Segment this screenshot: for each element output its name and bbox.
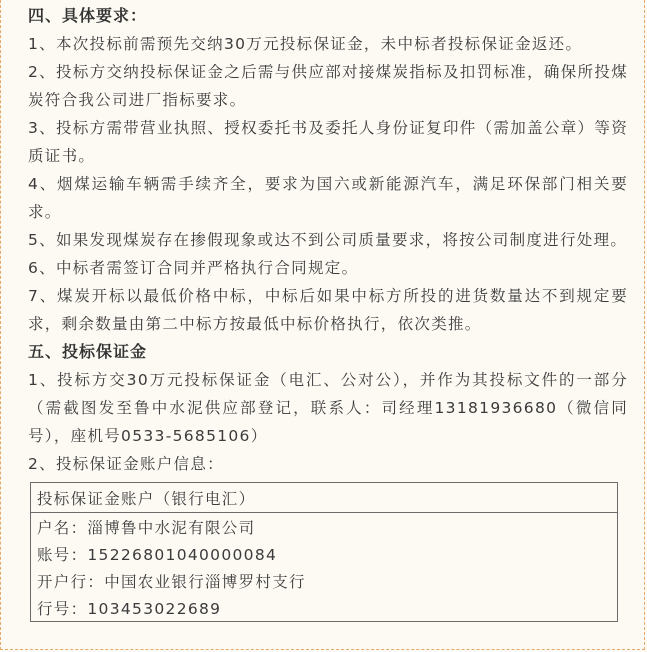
deposit-item-2: 2、投标保证金账户信息： [28, 455, 224, 473]
section-5-heading: 五、投标保证金 [28, 342, 148, 361]
account-number: 账号：15226801040000084 [37, 545, 278, 564]
table-row [31, 540, 618, 567]
account-info-table [30, 482, 618, 622]
requirement-item-3: 3、投标方需带营业执照、授权委托书及委托人身份证复印件（需加盖公章）等资质证书。 [28, 119, 628, 165]
requirement-item-7: 7、煤炭开标以最低价格中标，中标后如果中标方所投的进货数量达不到规定要求，剩余数量由第二中标方按最低中标价格执行，依次类推。 [28, 287, 628, 333]
document-body [28, 2, 628, 622]
requirement-item-1: 1、本次投标前需预先交纳30万元投标保证金，未中标者投标保证金返还。 [28, 35, 583, 53]
table-row [31, 594, 618, 622]
deposit-item-1: 1、投标方交30万元投标保证金（电汇、公对公），并作为其投标文件的一部分（需截图发至鲁中水泥供应部登记，联系人：司经理13181936680（微信同号），座机号0533-5685106） [28, 371, 628, 445]
bank-branch: 开户行：中国农业银行淄博罗村支行 [37, 572, 306, 591]
account-holder-name: 户名：淄博鲁中水泥有限公司 [37, 518, 256, 537]
section-4-heading: 四、具体要求： [28, 6, 148, 25]
table-row [31, 513, 618, 541]
requirement-item-6: 6、中标者需签订合同并严格执行合同规定。 [28, 259, 359, 277]
requirement-item-4: 4、烟煤运输车辆需手续齐全，要求为国六或新能源汽车，满足环保部门相关要求。 [28, 175, 628, 221]
account-table-header-row [31, 483, 618, 513]
bank-code: 行号：103453022689 [37, 599, 222, 618]
requirement-item-2: 2、投标方交纳投标保证金之后需与供应部对接煤炭指标及扣罚标准，确保所投煤炭符合我公司进厂指标要求。 [28, 63, 628, 109]
account-table-header: 投标保证金账户（银行电汇） [31, 483, 618, 513]
table-row [31, 567, 618, 594]
requirement-item-5: 5、如果发现煤炭存在掺假现象或达不到公司质量要求，将按公司制度进行处理。 [28, 231, 628, 249]
